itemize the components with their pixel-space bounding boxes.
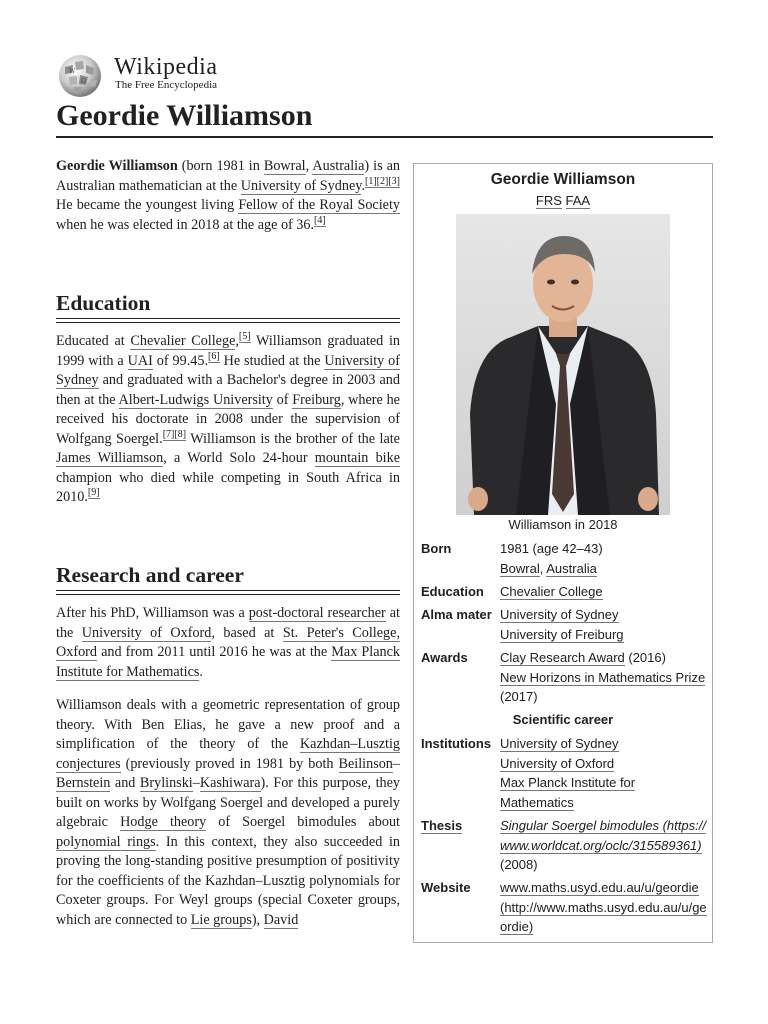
research-text: at the: [56, 605, 400, 641]
link-australia[interactable]: Australia: [312, 158, 365, 174]
research-paragraph-2: [56, 696, 400, 930]
link-albert-ludwigs-university[interactable]: Albert-Ludwigs University: [118, 391, 273, 408]
research-text: and: [110, 775, 140, 791]
infobox-subheading-scientific-career: Scientific career: [512, 712, 614, 727]
research-text: Williamson deals with a geometric representation of group theory. With Ben Elias, he gave a new proof and a simplification of the theory of the: [56, 697, 400, 752]
link-fellow-royal-society[interactable]: Fellow of the Royal Society: [238, 197, 400, 213]
education-text: Williamson graduated in 1999 with a: [56, 333, 400, 369]
link-thesis-label[interactable]: Thesis: [421, 818, 463, 833]
link-james-williamson[interactable]: James Williamson: [56, 450, 164, 466]
research-text: After his PhD, Williamson was a: [56, 605, 249, 621]
page-title: Geordie Williamson: [56, 99, 313, 132]
link-thesis-title[interactable]: Singular Soergel bimodules (https://www.worldcat.org/oclc/315589361): [500, 818, 706, 853]
section-divider: [56, 590, 400, 595]
link-freiburg[interactable]: Freiburg: [292, 391, 341, 408]
link-chevalier-college[interactable]: Chevalier College: [500, 584, 603, 599]
link-university-of-sydney[interactable]: University of Sydney: [56, 352, 400, 388]
education-text: ,: [235, 333, 239, 349]
research-text: ). For this purpose, they built on works by Wolfgang Soergel and developed a purely algebraic: [56, 775, 400, 830]
education-text: of 99.45.: [152, 352, 208, 369]
intro-text: ,: [305, 158, 313, 174]
education-text: , a World Solo 24-hour: [163, 450, 315, 466]
ref-4[interactable]: [4]: [314, 214, 326, 226]
wikipedia-wordmark[interactable]: [114, 56, 218, 78]
link-frs[interactable]: FRS: [535, 193, 562, 208]
intro-subject: Geordie Williamson: [56, 158, 178, 174]
education-text: Williamson is the brother of the late: [186, 430, 400, 447]
ref-6[interactable]: [6]: [208, 350, 220, 362]
intro-text: ) is an Australian mathematician at the: [56, 158, 400, 194]
link-university-of-sydney[interactable]: University of Sydney: [240, 177, 362, 194]
link-david[interactable]: David: [263, 911, 299, 928]
label-website: Website: [421, 880, 471, 895]
wikipedia-globe-icon[interactable]: [55, 53, 105, 99]
award-year: (2017): [500, 689, 538, 704]
link-kashiwara[interactable]: Kashiwara: [199, 775, 261, 791]
award-year: (2016): [624, 650, 666, 665]
research-text: –: [192, 775, 200, 791]
research-text: .: [199, 663, 203, 680]
link-uai[interactable]: UAI: [127, 352, 153, 369]
research-text: of Soergel bimodules about: [206, 814, 400, 830]
label-alma-mater: Alma mater: [421, 607, 492, 622]
link-hodge-theory[interactable]: Hodge theory: [120, 814, 207, 830]
link-university-of-sydney[interactable]: University of Sydney: [500, 736, 619, 751]
link-post-doctoral-researcher[interactable]: post-doctoral researcher: [248, 605, 386, 621]
research-text: . In this context, they also succeeded in proving the long-standing positive presumption of positivity for the coefficients of the Kazhdan–Lusztig polynomials for Coxeter groups. For Weyl groups (special Coxeter groups, which are connected to: [56, 833, 400, 928]
link-faa[interactable]: FAA: [565, 193, 591, 208]
link-brylinski[interactable]: Brylinski: [139, 775, 193, 791]
research-text: and from 2011 until 2016 he was at the: [96, 644, 332, 660]
research-paragraph-1: [56, 604, 400, 682]
wordmark-text: Wikipedia: [114, 54, 218, 80]
link-university-of-freiburg[interactable]: University of Freiburg: [500, 626, 624, 642]
section-divider: [56, 318, 400, 323]
link-max-planck-institute[interactable]: Max Planck Institute for Mathematics: [56, 644, 400, 680]
section-heading-research: Research and career: [56, 563, 244, 587]
education-text: and graduated with a Bachelor's degree in 2003 and then at the: [56, 372, 400, 408]
portrait-photo[interactable]: [456, 214, 670, 515]
value-born: [500, 539, 711, 578]
link-university-of-oxford[interactable]: University of Oxford: [500, 755, 615, 771]
link-kazhdan-lusztig-conjectures[interactable]: Kazhdan–Lusztig conjectures: [56, 736, 400, 772]
infobox-name: Geordie Williamson: [490, 171, 636, 188]
section-heading-education: Education: [56, 291, 151, 315]
link-university-of-sydney[interactable]: University of Sydney: [500, 607, 619, 622]
svg-text:Ω: Ω: [81, 78, 86, 85]
link-new-horizons-prize[interactable]: New Horizons in Mathematics Prize: [500, 669, 706, 685]
label-institutions: Institutions: [421, 736, 492, 751]
education-paragraph: [56, 332, 400, 508]
link-bernstein[interactable]: Bernstein: [56, 775, 111, 791]
intro-text: (born 1981 in: [177, 158, 264, 174]
ref-2[interactable]: [2]: [376, 175, 389, 187]
label-education: Education: [421, 584, 484, 599]
education-text: He studied at the: [219, 352, 325, 369]
infobox-postnominals: [414, 191, 712, 211]
link-australia[interactable]: Australia: [546, 560, 597, 576]
thesis-year: (2008): [500, 857, 538, 872]
svg-text:W: W: [69, 68, 76, 75]
education-text: of: [272, 391, 293, 408]
born-date: 1981 (age 42–43): [500, 541, 603, 556]
link-chevalier-college[interactable]: Chevalier College: [130, 333, 236, 349]
education-text: , where he received his doctorate in 2008 under the supervision of Wolfgang Soergel.: [56, 391, 400, 447]
link-website[interactable]: www.maths.usyd.edu.au/u/geordie (http://www.maths.usyd.edu.au/u/geordie): [500, 880, 707, 934]
research-text: –: [392, 755, 400, 772]
link-beilinson[interactable]: Beilinson: [338, 755, 393, 772]
ref-8[interactable]: [8]: [174, 428, 187, 440]
ref-1[interactable]: [1]: [364, 175, 377, 187]
ref-3[interactable]: [3]: [388, 175, 400, 187]
label-born: Born: [421, 541, 452, 556]
education-text: Educated at: [56, 333, 131, 349]
link-bowral[interactable]: Bowral: [263, 158, 306, 174]
link-st-peters-college[interactable]: St. Peter's College, Oxford: [56, 624, 400, 660]
intro-paragraph: [56, 157, 400, 235]
link-polynomial-rings[interactable]: polynomial rings: [56, 833, 156, 850]
wikipedia-tagline: The Free Encyclopedia: [115, 79, 218, 91]
research-text: ),: [251, 911, 264, 928]
research-text: (previously proved in 1981 by both: [120, 755, 339, 772]
ref-5[interactable]: [5]: [238, 331, 251, 343]
label-awards: Awards: [421, 650, 468, 665]
link-university-of-oxford[interactable]: University of Oxford: [81, 624, 212, 641]
title-divider: [56, 136, 713, 138]
link-max-planck-institute[interactable]: Max Planck Institute for Mathematics: [500, 775, 636, 810]
link-lie-groups[interactable]: Lie groups: [190, 911, 252, 928]
ref-9[interactable]: [9]: [87, 487, 100, 499]
born-sep: ,: [539, 560, 547, 576]
link-clay-research-award[interactable]: Clay Research Award: [500, 650, 625, 665]
research-text: , based at: [211, 624, 283, 641]
education-text: champion who died while competing in South Africa in 2010.: [56, 469, 400, 505]
intro-text: when he was elected in 2018 at the age of 36.: [56, 216, 315, 233]
ref-7[interactable]: [7]: [162, 428, 175, 440]
intro-text: .: [361, 177, 365, 194]
photo-caption: Williamson in 2018: [508, 517, 618, 532]
infobox: [413, 163, 713, 943]
intro-text: He became the youngest living: [56, 197, 239, 213]
link-mountain-bike[interactable]: mountain bike: [314, 450, 400, 466]
link-bowral[interactable]: Bowral: [500, 560, 540, 576]
